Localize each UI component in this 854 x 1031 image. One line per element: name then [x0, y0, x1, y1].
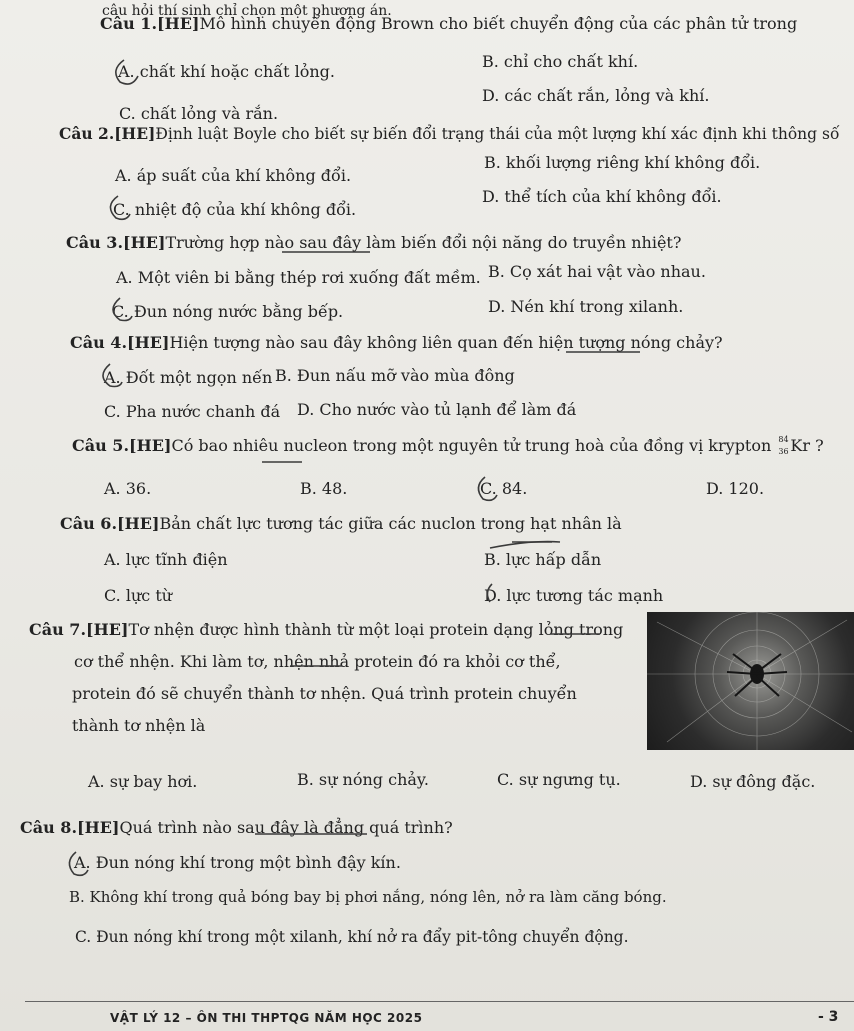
- q1-option-c[interactable]: C. chất lỏng và rắn.: [119, 104, 279, 123]
- question-2-text: Định luật Boyle cho biết sự biến đổi trạng thái của một lượng khí xác định khi thông số: [155, 125, 840, 143]
- question-4-text: Hiện tượng nào sau đây không liên quan đến hiện tượng nóng chảy?: [169, 333, 723, 352]
- isotope-atomic-number: 36: [778, 446, 789, 456]
- page-number: - 3: [818, 1009, 839, 1025]
- q3-option-d[interactable]: D. Nén khí trong xilanh.: [488, 297, 684, 316]
- q6-option-d[interactable]: D. lực tương tác mạnh: [484, 586, 664, 605]
- question-7-line-1: [29, 620, 623, 639]
- question-5-end: ?: [810, 436, 824, 455]
- isotope-mass-number: 84: [778, 434, 789, 444]
- footer-divider: [25, 1001, 854, 1002]
- q7-option-a[interactable]: A. sự bay hơi.: [88, 772, 198, 791]
- q1-option-d[interactable]: D. các chất rắn, lỏng và khí.: [482, 86, 710, 105]
- question-7-line-2: cơ thể nhện. Khi làm tơ, nhện nhả protein đó ra khỏi cơ thể,: [74, 652, 561, 671]
- question-6-text: Bản chất lực tương tác giữa các nuclon trong hạt nhân là: [159, 514, 622, 533]
- question-8: [20, 818, 453, 837]
- question-5-text: Có bao nhiêu nucleon trong một nguyên tử trung hoà của đồng vị krypton: [171, 436, 772, 455]
- q2-option-d[interactable]: D. thể tích của khí không đổi.: [482, 187, 722, 206]
- q7-option-c[interactable]: C. sự ngưng tụ.: [497, 770, 621, 789]
- question-2-label: Câu 2.[HE]: [59, 124, 156, 143]
- question-3-label: Câu 3.[HE]: [66, 233, 166, 252]
- header-fragment: câu hỏi thí sinh chỉ chọn một phương án.: [102, 3, 392, 19]
- q8-option-b[interactable]: B. Không khí trong quả bóng bay bị phơi nắng, nóng lên, nở ra làm căng bóng.: [69, 888, 667, 906]
- q2-option-c[interactable]: C. nhiệt độ của khí không đổi.: [113, 200, 357, 219]
- question-7-text-1: Tơ nhện được hình thành từ một loại protein dạng lỏng trong: [128, 620, 624, 639]
- question-1-text: Mô hình chuyển động Brown cho biết chuyển động của các phân tử trong: [199, 14, 798, 33]
- q5-option-d[interactable]: D. 120.: [706, 479, 765, 498]
- q8-option-a[interactable]: A. Đun nóng khí trong một bình đậy kín.: [74, 853, 401, 872]
- q1-option-b[interactable]: B. chỉ cho chất khí.: [482, 52, 639, 71]
- question-5-label: Câu 5.[HE]: [72, 436, 172, 455]
- question-6-label: Câu 6.[HE]: [60, 514, 160, 533]
- q6-option-c[interactable]: C. lực từ: [104, 586, 173, 605]
- question-4-label: Câu 4.[HE]: [70, 333, 170, 352]
- q7-option-d[interactable]: D. sự đông đặc.: [690, 772, 816, 791]
- question-3-text: Trường hợp nào sau đây làm biến đổi nội năng do truyền nhiệt?: [165, 233, 682, 252]
- isotope-symbol: Kr: [790, 436, 810, 455]
- q3-option-c[interactable]: C. Đun nóng nước bằng bếp.: [112, 302, 344, 321]
- question-8-text: Quá trình nào sau đây là đẳng quá trình?: [119, 818, 453, 837]
- question-1: [100, 14, 797, 33]
- question-8-label: Câu 8.[HE]: [20, 818, 120, 837]
- q6-option-a[interactable]: A. lực tĩnh điện: [104, 550, 228, 569]
- question-5: [72, 436, 824, 457]
- q3-option-a[interactable]: A. Một viên bi bằng thép rơi xuống đất mềm.: [116, 268, 481, 287]
- q3-option-b[interactable]: B. Cọ xát hai vật vào nhau.: [488, 262, 706, 281]
- q4-option-a[interactable]: A. Đốt một ngọn nến: [104, 368, 273, 387]
- question-2: [59, 124, 839, 143]
- q4-option-c[interactable]: C. Pha nước chanh đá: [104, 402, 281, 421]
- question-4: [70, 333, 723, 352]
- q5-option-a[interactable]: A. 36.: [104, 479, 152, 498]
- q4-option-b[interactable]: B. Đun nấu mỡ vào mùa đông: [275, 366, 515, 385]
- q5-option-b[interactable]: B. 48.: [300, 479, 348, 498]
- question-3: [66, 233, 681, 252]
- q2-option-b[interactable]: B. khối lượng riêng khí không đổi.: [484, 153, 761, 172]
- question-7-label: Câu 7.[HE]: [29, 620, 129, 639]
- q4-option-d[interactable]: D. Cho nước vào tủ lạnh để làm đá: [297, 400, 577, 419]
- spider-web-photo: [647, 612, 854, 750]
- question-1-label: Câu 1.[HE]: [100, 14, 200, 33]
- question-6: [60, 514, 622, 533]
- spider-icon: [647, 612, 854, 750]
- q5-option-c[interactable]: C. 84.: [480, 479, 528, 498]
- isotope-notation: [776, 434, 790, 457]
- question-7-line-3: protein đó sẽ chuyển thành tơ nhện. Quá trình protein chuyển: [72, 684, 577, 703]
- footer-title: VẬT LÝ 12 – ÔN THI THPTQG NĂM HỌC 2025: [110, 1011, 423, 1025]
- question-7-line-4: thành tơ nhện là: [72, 716, 206, 735]
- q7-option-b[interactable]: B. sự nóng chảy.: [297, 770, 429, 789]
- q2-option-a[interactable]: A. áp suất của khí không đổi.: [115, 166, 352, 185]
- q8-option-c[interactable]: C. Đun nóng khí trong một xilanh, khí nở ra đẩy pit-tông chuyển động.: [75, 928, 629, 946]
- q6-option-b[interactable]: B. lực hấp dẫn: [484, 550, 602, 569]
- q1-option-a[interactable]: A. chất khí hoặc chất lỏng.: [118, 62, 336, 81]
